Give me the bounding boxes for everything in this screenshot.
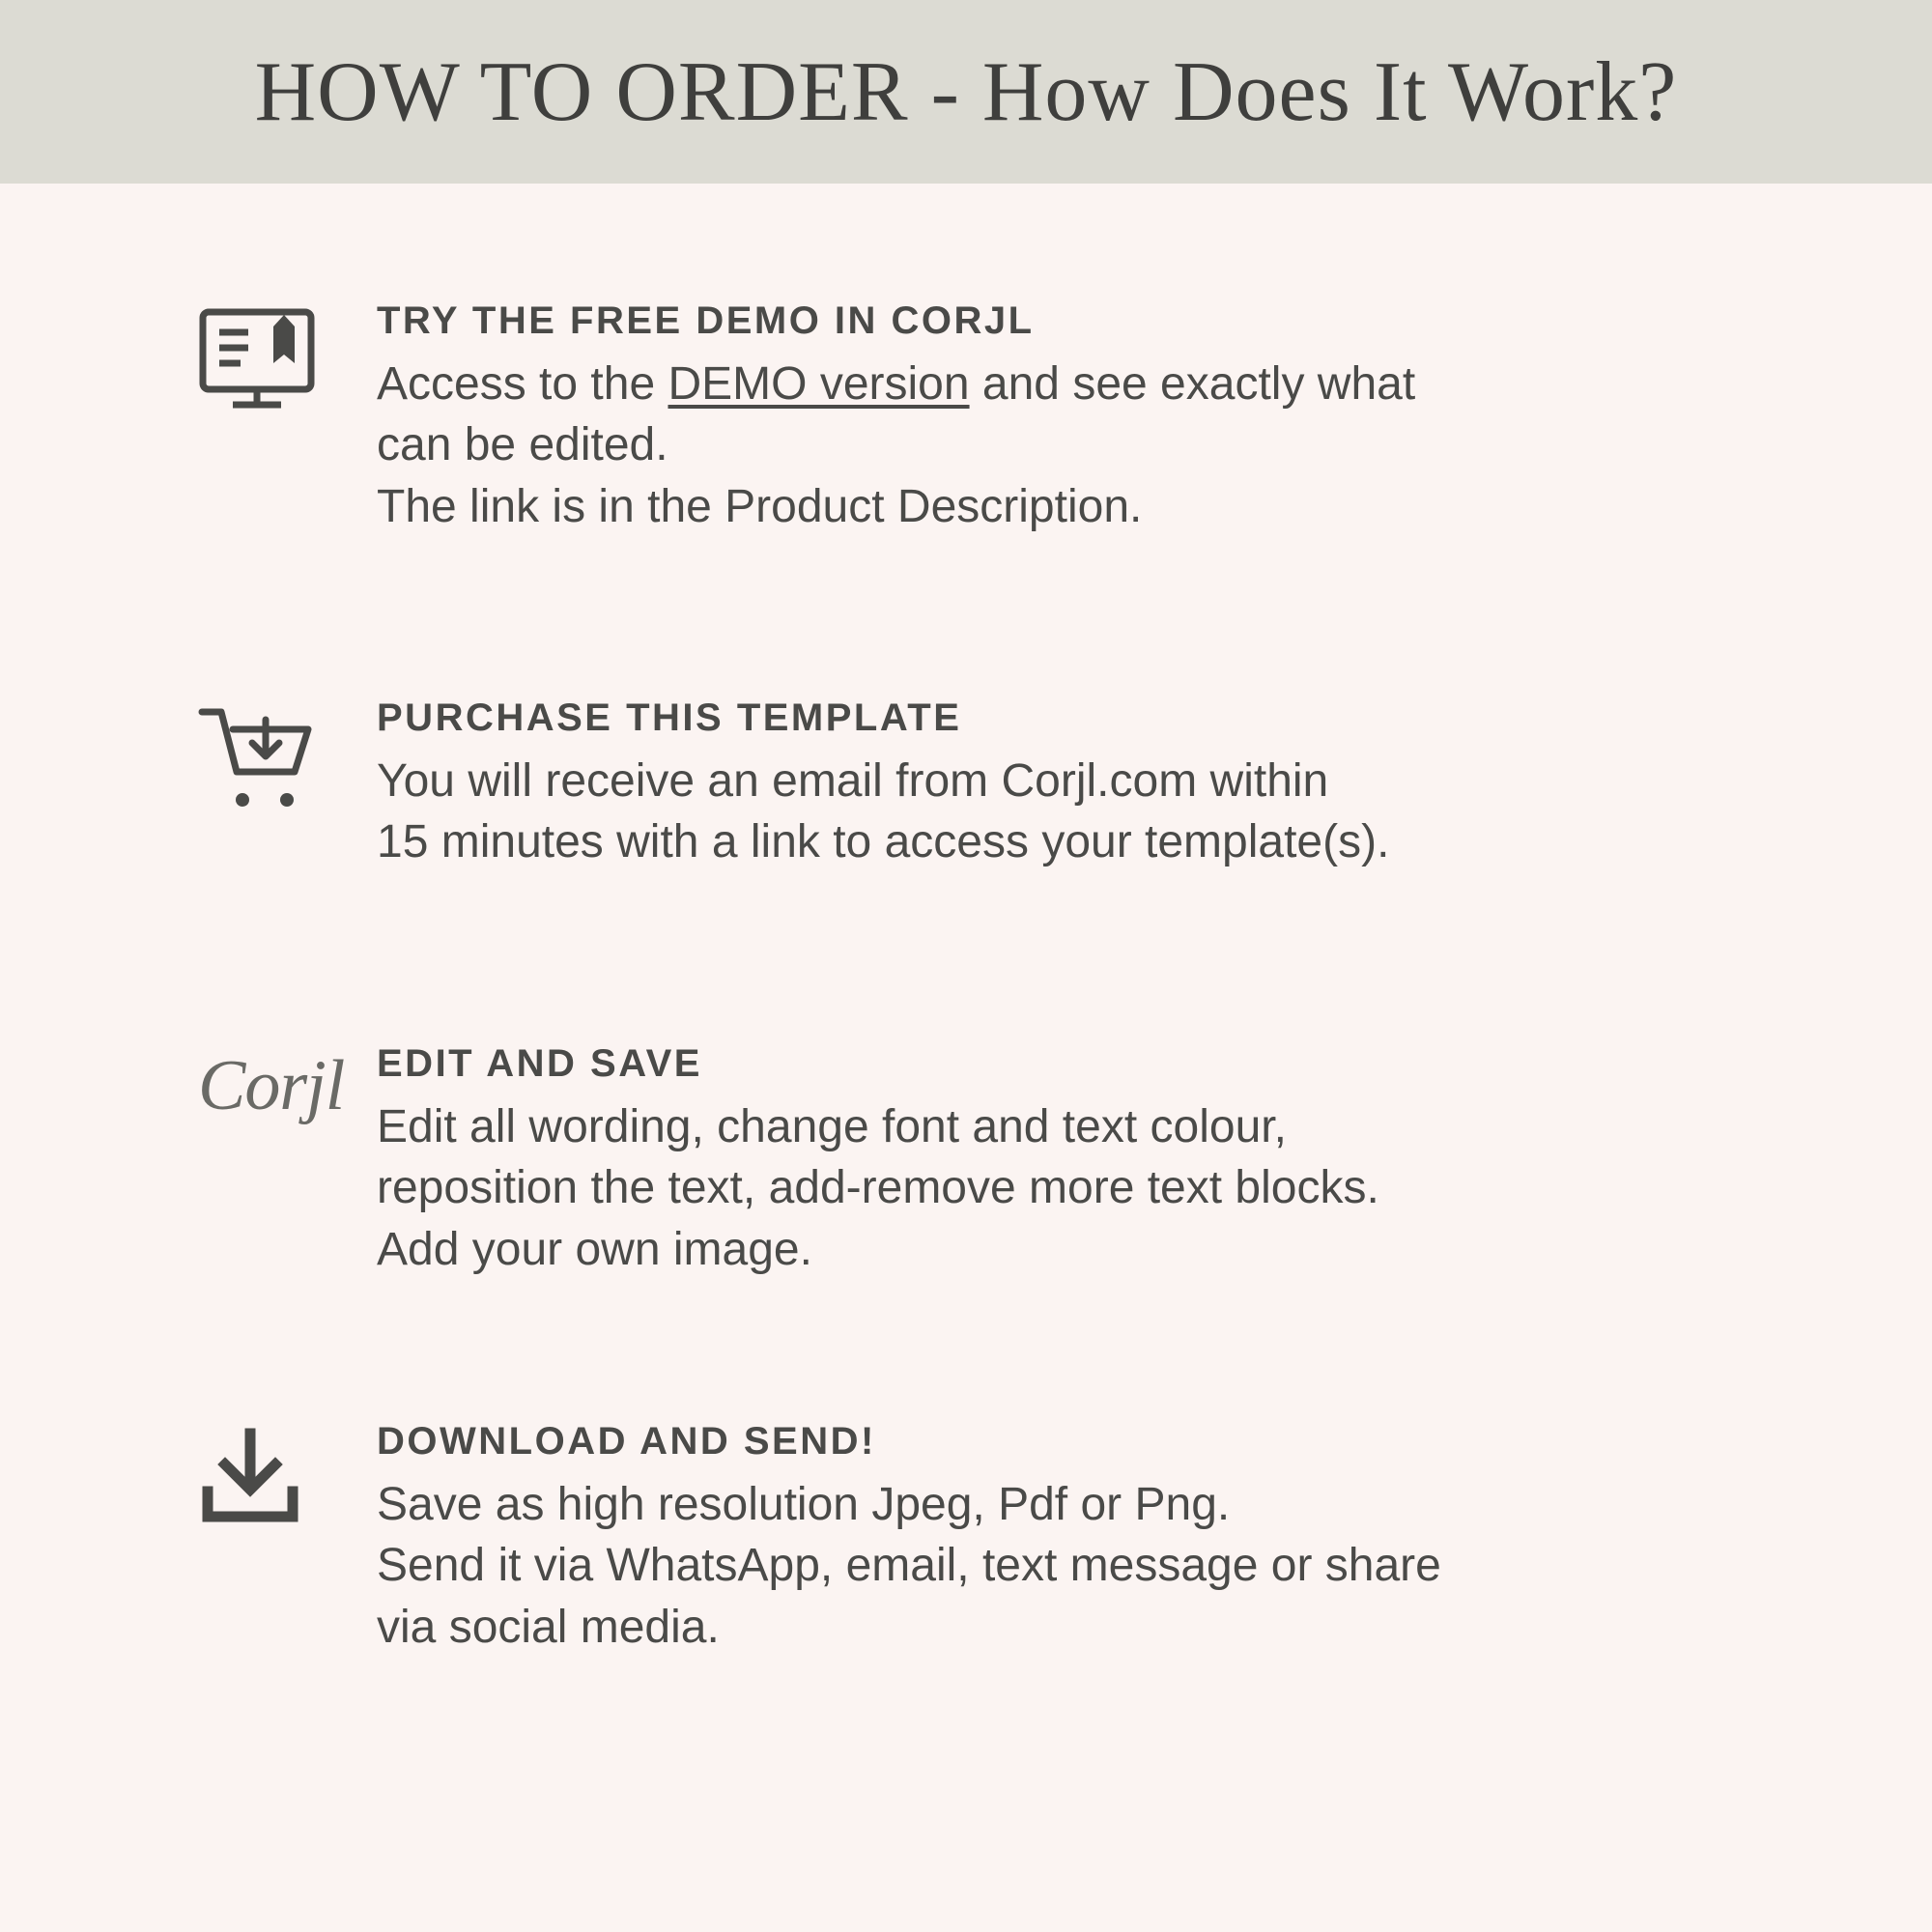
step-text-line: Save as high resolution Jpeg, Pdf or Png.	[377, 1478, 1231, 1530]
step-download-and-send	[0, 1420, 1932, 1658]
step-text-line: Edit all wording, change font and text colour,	[377, 1100, 1287, 1152]
step-title: PURCHASE THIS TEMPLATE	[377, 696, 962, 740]
step-body	[343, 1420, 1441, 1658]
step-text-line: The link is in the Product Description.	[377, 480, 1143, 532]
step-text-line	[377, 354, 1415, 414]
demo-version-link[interactable]: DEMO version	[668, 358, 970, 410]
step-purchase-template	[0, 696, 1932, 873]
step-body	[343, 299, 1415, 537]
corjl-logo-text: Corjl	[198, 1045, 345, 1125]
step-body	[343, 696, 1389, 873]
computer-demo-icon	[198, 299, 343, 413]
step-edit-and-save	[0, 1042, 1932, 1280]
step-text-line: reposition the text, add-remove more text blocks.	[377, 1162, 1379, 1214]
steps-list	[0, 184, 1932, 1658]
step-text-line: can be edited.	[377, 419, 668, 471]
step-text-line: Send it via WhatsApp, email, text message or share	[377, 1540, 1441, 1592]
page-header-band	[0, 0, 1932, 184]
step-title: DOWNLOAD AND SEND!	[377, 1419, 876, 1463]
line-text-pre: Access to the	[377, 358, 668, 410]
step-text-line: You will receive an email from Corjl.com within	[377, 755, 1329, 808]
page-title: HOW TO ORDER - How Does It Work?	[254, 44, 1678, 139]
step-title: TRY THE FREE DEMO IN CORJL	[377, 299, 1035, 342]
corjl-logo-icon	[198, 1042, 345, 1125]
step-text-line: Add your own image.	[377, 1223, 812, 1275]
step-text-line: 15 minutes with a link to access your template(s).	[377, 816, 1390, 868]
step-try-demo	[0, 299, 1932, 537]
download-tray-icon	[198, 1420, 343, 1528]
step-body	[343, 1042, 1379, 1280]
shopping-cart-download-icon	[198, 696, 343, 812]
step-title: EDIT AND SAVE	[377, 1041, 702, 1085]
step-text-line: via social media.	[377, 1601, 720, 1653]
line-text-post: and see exactly what	[969, 358, 1416, 410]
